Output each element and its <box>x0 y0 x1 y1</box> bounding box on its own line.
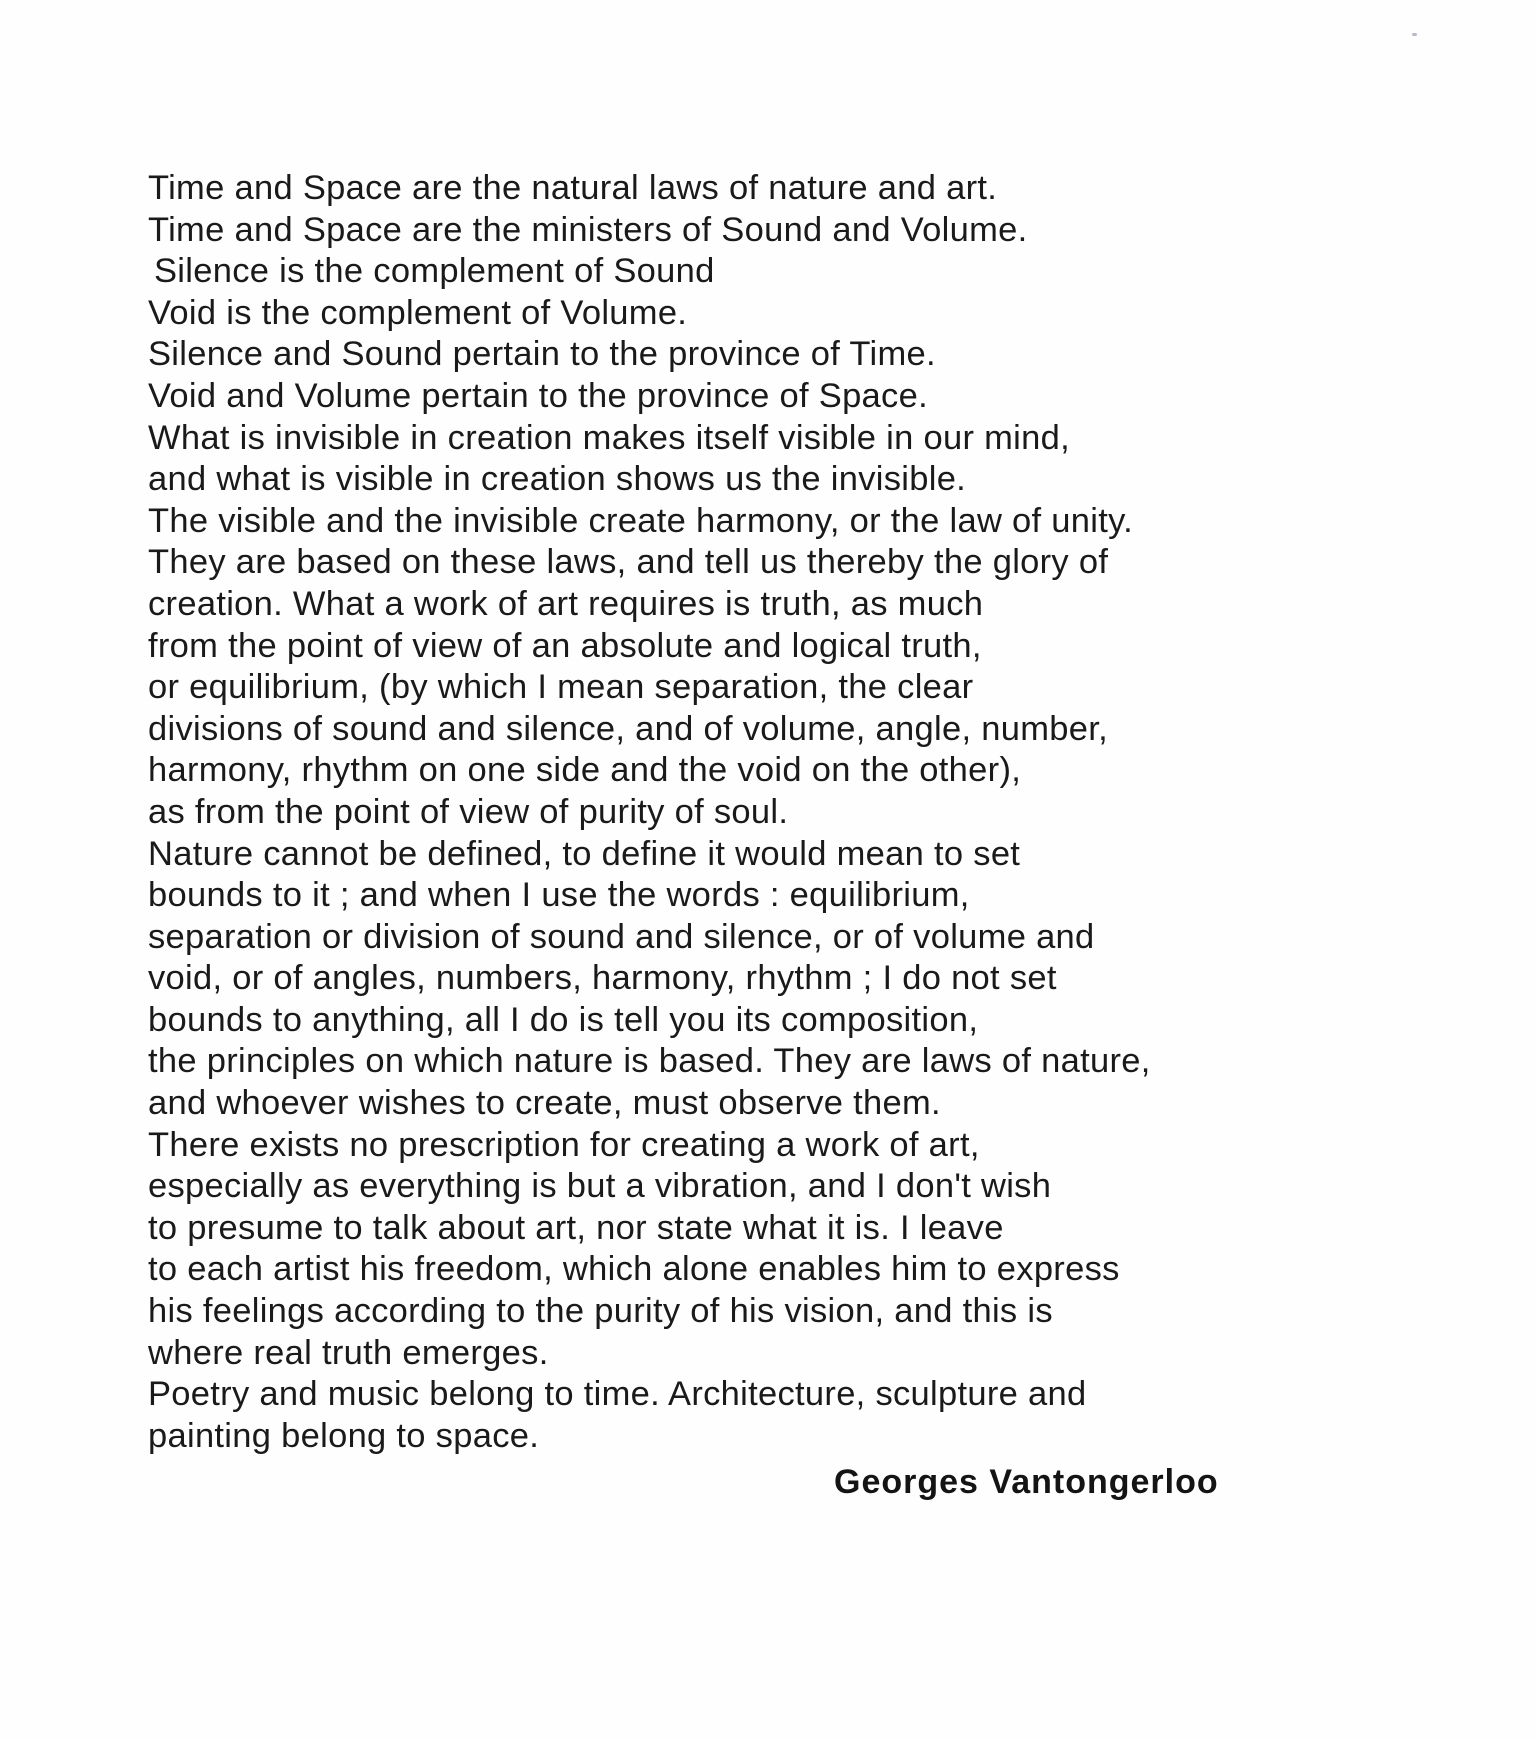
text-line: Poetry and music belong to time. Architecture, sculpture and <box>148 1375 1087 1414</box>
text-line: where real truth emerges. <box>148 1333 549 1372</box>
text-line: They are based on these laws, and tell us thereby the glory of <box>148 543 1109 582</box>
text-line: to each artist his freedom, which alone enables him to express <box>148 1250 1120 1289</box>
text-line: Silence and Sound pertain to the province of Time. <box>148 335 936 374</box>
text-line: Time and Space are the natural laws of nature and art. <box>148 169 998 207</box>
text-line: especially as everything is but a vibration, and I don't wish <box>148 1167 1052 1206</box>
text-line: bounds to anything, all I do is tell you its composition, <box>148 1000 979 1039</box>
text-line: Void is the complement of Volume. <box>148 293 688 332</box>
text-line: separation or division of sound and silence, or of volume and <box>148 917 1095 956</box>
author-signature: Georges Vantongerloo <box>834 1463 1219 1501</box>
text-line: bounds to it ; and when I use the words : equilibrium, <box>148 876 970 915</box>
text-line: harmony, rhythm on one side and the void on the other), <box>148 751 1022 790</box>
text-line: Nature cannot be defined, to define it would mean to set <box>148 834 1021 873</box>
text-line: divisions of sound and silence, and of volume, angle, number, <box>148 709 1108 748</box>
text-line: from the point of view of an absolute and logical truth, <box>148 626 982 665</box>
text-line: his feelings according to the purity of his vision, and this is <box>148 1292 1053 1331</box>
text-line: and what is visible in creation shows us the invisible. <box>148 460 967 499</box>
text-line: Silence is the complement of Sound <box>154 252 715 291</box>
text-line: or equilibrium, (by which I mean separation, the clear <box>148 668 974 707</box>
text-line: void, or of angles, numbers, harmony, rhythm ; I do not set <box>148 959 1057 998</box>
text-line: The visible and the invisible create harmony, or the law of unity. <box>148 501 1134 540</box>
text-line: What is invisible in creation makes itself visible in our mind, <box>148 418 1070 457</box>
essay-text <box>148 168 1388 1457</box>
text-line: the principles on which nature is based. They are laws of nature, <box>148 1042 1151 1081</box>
text-line: as from the point of view of purity of soul. <box>148 792 789 831</box>
text-line: creation. What a work of art requires is truth, as much <box>148 584 984 623</box>
text-line: to presume to talk about art, nor state what it is. I leave <box>148 1208 1004 1247</box>
paper-speck <box>1412 33 1417 36</box>
text-line: Time and Space are the ministers of Sound and Volume. <box>148 210 1028 249</box>
text-line: and whoever wishes to create, must observe them. <box>148 1084 941 1123</box>
text-line: Void and Volume pertain to the province of Space. <box>148 376 928 415</box>
text-line: There exists no prescription for creating a work of art, <box>148 1125 980 1164</box>
text-line: painting belong to space. <box>148 1416 540 1455</box>
